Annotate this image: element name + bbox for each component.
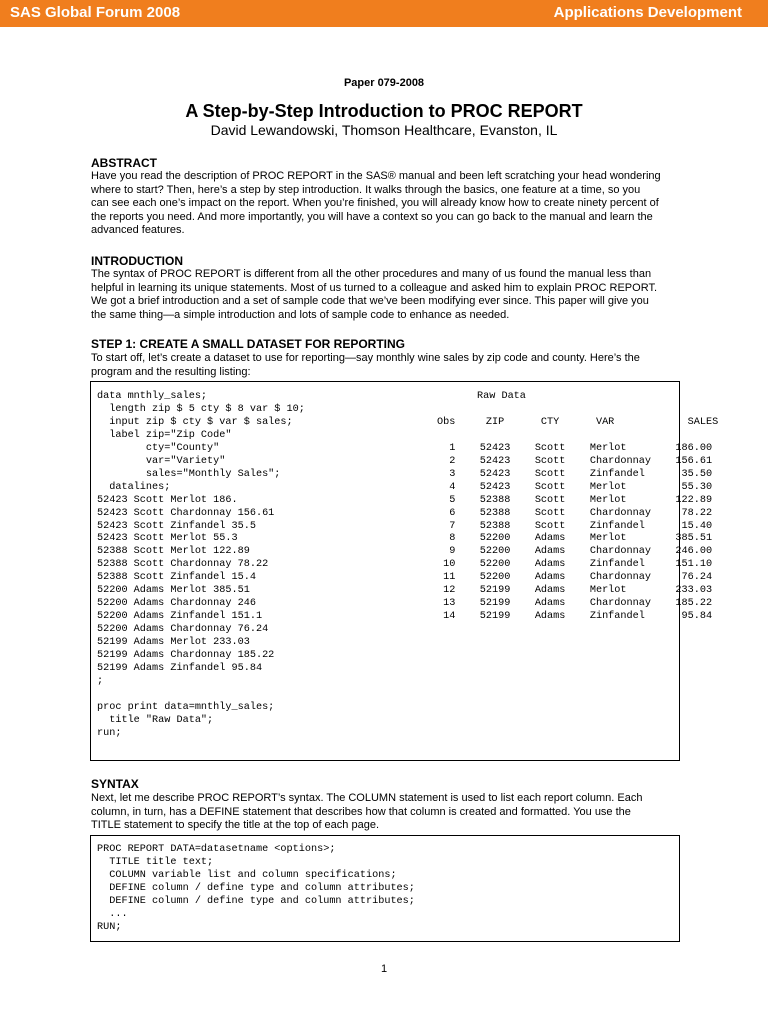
paper-title: A Step-by-Step Introduction to PROC REPORT — [185, 101, 583, 121]
abstract-text-line: can see each one’s impact on the report. When you’re finished, you will already know how to create ninety percent of — [91, 197, 659, 209]
listing-line: 7 52388 Scott Zinfandel 15.40 — [437, 520, 713, 532]
code-line: title "Raw Data"; — [97, 714, 214, 726]
introduction-text-line: helpful in learning its unique statements. Most of us turned to a colleague and asked him to explain PROC REPORT. — [91, 281, 657, 294]
code-line: run; — [97, 727, 122, 739]
code-line: 52388 Scott Zinfandel 15.4 — [97, 572, 256, 584]
code-line: input zip $ cty $ var $ sales; — [97, 416, 293, 428]
code-line: 52200 Adams Zinfandel 151.1 — [97, 611, 263, 623]
listing-line: 6 52388 Scott Chardonnay 78.22 — [437, 507, 713, 519]
abstract-text-line: the reports you need. And more importantly, you will have a context so you can go back to the manual and learn the — [91, 210, 653, 223]
conference-name: SAS Global Forum 2008 — [10, 4, 181, 21]
listing-line: 1 52423 Scott Merlot 186.00 — [437, 442, 713, 454]
step1-code-box — [90, 381, 719, 761]
code-line: cty="County" — [97, 442, 220, 454]
listing-line: 12 52199 Adams Merlot 233.03 — [437, 585, 713, 597]
syntax-code-box — [90, 835, 680, 942]
syntax-body — [91, 792, 681, 833]
listing-line — [437, 404, 718, 417]
raw-data-listing — [437, 391, 718, 624]
code-line: 52200 Adams Chardonnay 246 — [97, 598, 256, 610]
step1-text-line: To start off, let’s create a dataset to use for reporting—say monthly wine sales by zip code and county. Here’s the — [91, 352, 640, 364]
page-number: 1 — [380, 963, 388, 975]
listing-line: 11 52200 Adams Chardonnay 76.24 — [437, 572, 713, 584]
step1-text-line: program and the resulting listing: — [91, 365, 251, 378]
listing-line — [437, 430, 718, 443]
listing-line: 5 52388 Scott Merlot 122.89 — [437, 494, 713, 506]
listing-line: 13 52199 Adams Chardonnay 185.22 — [437, 598, 713, 610]
code-line: 52423 Scott Zinfandel 35.5 — [97, 520, 256, 532]
code-line: 52199 Adams Zinfandel 95.84 — [97, 663, 263, 675]
code-line: sales="Monthly Sales"; — [97, 468, 281, 480]
introduction-heading: INTRODUCTION — [91, 254, 183, 268]
listing-line: Obs ZIP CTY VAR SALES — [437, 416, 719, 428]
syntax-heading: SYNTAX — [91, 777, 139, 791]
abstract-text-line: where to start? Then, here’s a step by step introduction. It walks through the basics, one feature at a time, so you — [91, 183, 641, 196]
proc-report-syntax-code — [97, 844, 415, 935]
abstract-text-line: Have you read the description of PROC REPORT in the SAS® manual and been left scratching your head wondering — [91, 170, 661, 182]
header-banner — [0, 0, 768, 27]
code-line: PROC REPORT DATA=datasetname <options>; — [97, 844, 336, 855]
code-line: ... — [97, 908, 128, 920]
syntax-text-line: column, in turn, has a DEFINE statement that describes how that column is created and formatted. You use the — [91, 805, 631, 818]
step1-heading: STEP 1: CREATE A SMALL DATASET FOR REPORTING — [91, 337, 406, 351]
abstract-heading: ABSTRACT — [91, 156, 157, 170]
listing-line: 9 52200 Adams Chardonnay 246.00 — [437, 546, 713, 558]
code-line: 52388 Scott Chardonnay 78.22 — [97, 559, 269, 571]
introduction-text-line: The syntax of PROC REPORT is different from all the other procedures and many of us found the manual less than — [91, 268, 652, 280]
code-line: datalines; — [97, 481, 171, 493]
step1-body — [91, 352, 681, 379]
code-line: COLUMN variable list and column specifications; — [97, 869, 397, 881]
listing-title: Raw Data — [477, 391, 526, 402]
introduction-body — [91, 268, 681, 322]
paper-number: Paper 079-2008 — [343, 77, 425, 89]
code-line: DEFINE column / define type and column attributes; — [97, 895, 415, 907]
code-line: length zip $ 5 cty $ 8 var $ 10; — [97, 403, 305, 415]
introduction-text-line: the same thing—a simple introduction and lots of sample code to enhance as needed. — [91, 308, 510, 321]
abstract-body — [91, 170, 681, 238]
code-line: 52423 Scott Merlot 55.3 — [97, 533, 238, 545]
code-line: DEFINE column / define type and column attributes; — [97, 882, 415, 894]
listing-line: 4 52423 Scott Merlot 55.30 — [437, 481, 713, 493]
listing-line: 3 52423 Scott Zinfandel 35.50 — [437, 468, 713, 480]
data-step-code — [97, 391, 305, 741]
listing-line: 10 52200 Adams Zinfandel 151.10 — [437, 559, 713, 571]
listing-line: 8 52200 Adams Merlot 385.51 — [437, 533, 713, 545]
introduction-text-line: We got a brief introduction and a set of sample code that we’ve been modifying ever since. This paper will give you — [91, 295, 649, 307]
code-line: 52199 Adams Merlot 233.03 — [97, 637, 250, 649]
code-line: label zip="Zip Code" — [97, 429, 232, 441]
listing-line: 14 52199 Adams Zinfandel 95.84 — [437, 611, 713, 623]
code-line: 52423 Scott Merlot 186. — [97, 494, 238, 506]
code-line: proc print data=mnthly_sales; — [97, 701, 275, 713]
section-name: Applications Development — [553, 4, 742, 21]
code-line: ; — [97, 675, 104, 687]
code-line: 52200 Adams Chardonnay 76.24 — [97, 624, 269, 636]
syntax-text-line: TITLE statement to specify the title at the top of each page. — [91, 819, 379, 831]
code-line: RUN; — [97, 921, 122, 933]
code-line: data mnthly_sales; — [97, 391, 208, 402]
code-line: 52388 Scott Merlot 122.89 — [97, 546, 250, 558]
code-line: TITLE title text; — [97, 856, 214, 868]
code-line: 52200 Adams Merlot 385.51 — [97, 585, 250, 597]
code-line: 52199 Adams Chardonnay 185.22 — [97, 650, 275, 662]
code-line — [97, 689, 305, 702]
abstract-text-line: advanced features. — [91, 224, 185, 236]
code-line: var="Variety" — [97, 455, 226, 467]
syntax-text-line: Next, let me describe PROC REPORT’s syntax. The COLUMN statement is used to list each report column. Each — [91, 792, 643, 804]
listing-line: 2 52423 Scott Chardonnay 156.61 — [437, 455, 713, 467]
author-line: David Lewandowski, Thomson Healthcare, Evanston, IL — [210, 122, 558, 138]
code-line: 52423 Scott Chardonnay 156.61 — [97, 507, 275, 519]
